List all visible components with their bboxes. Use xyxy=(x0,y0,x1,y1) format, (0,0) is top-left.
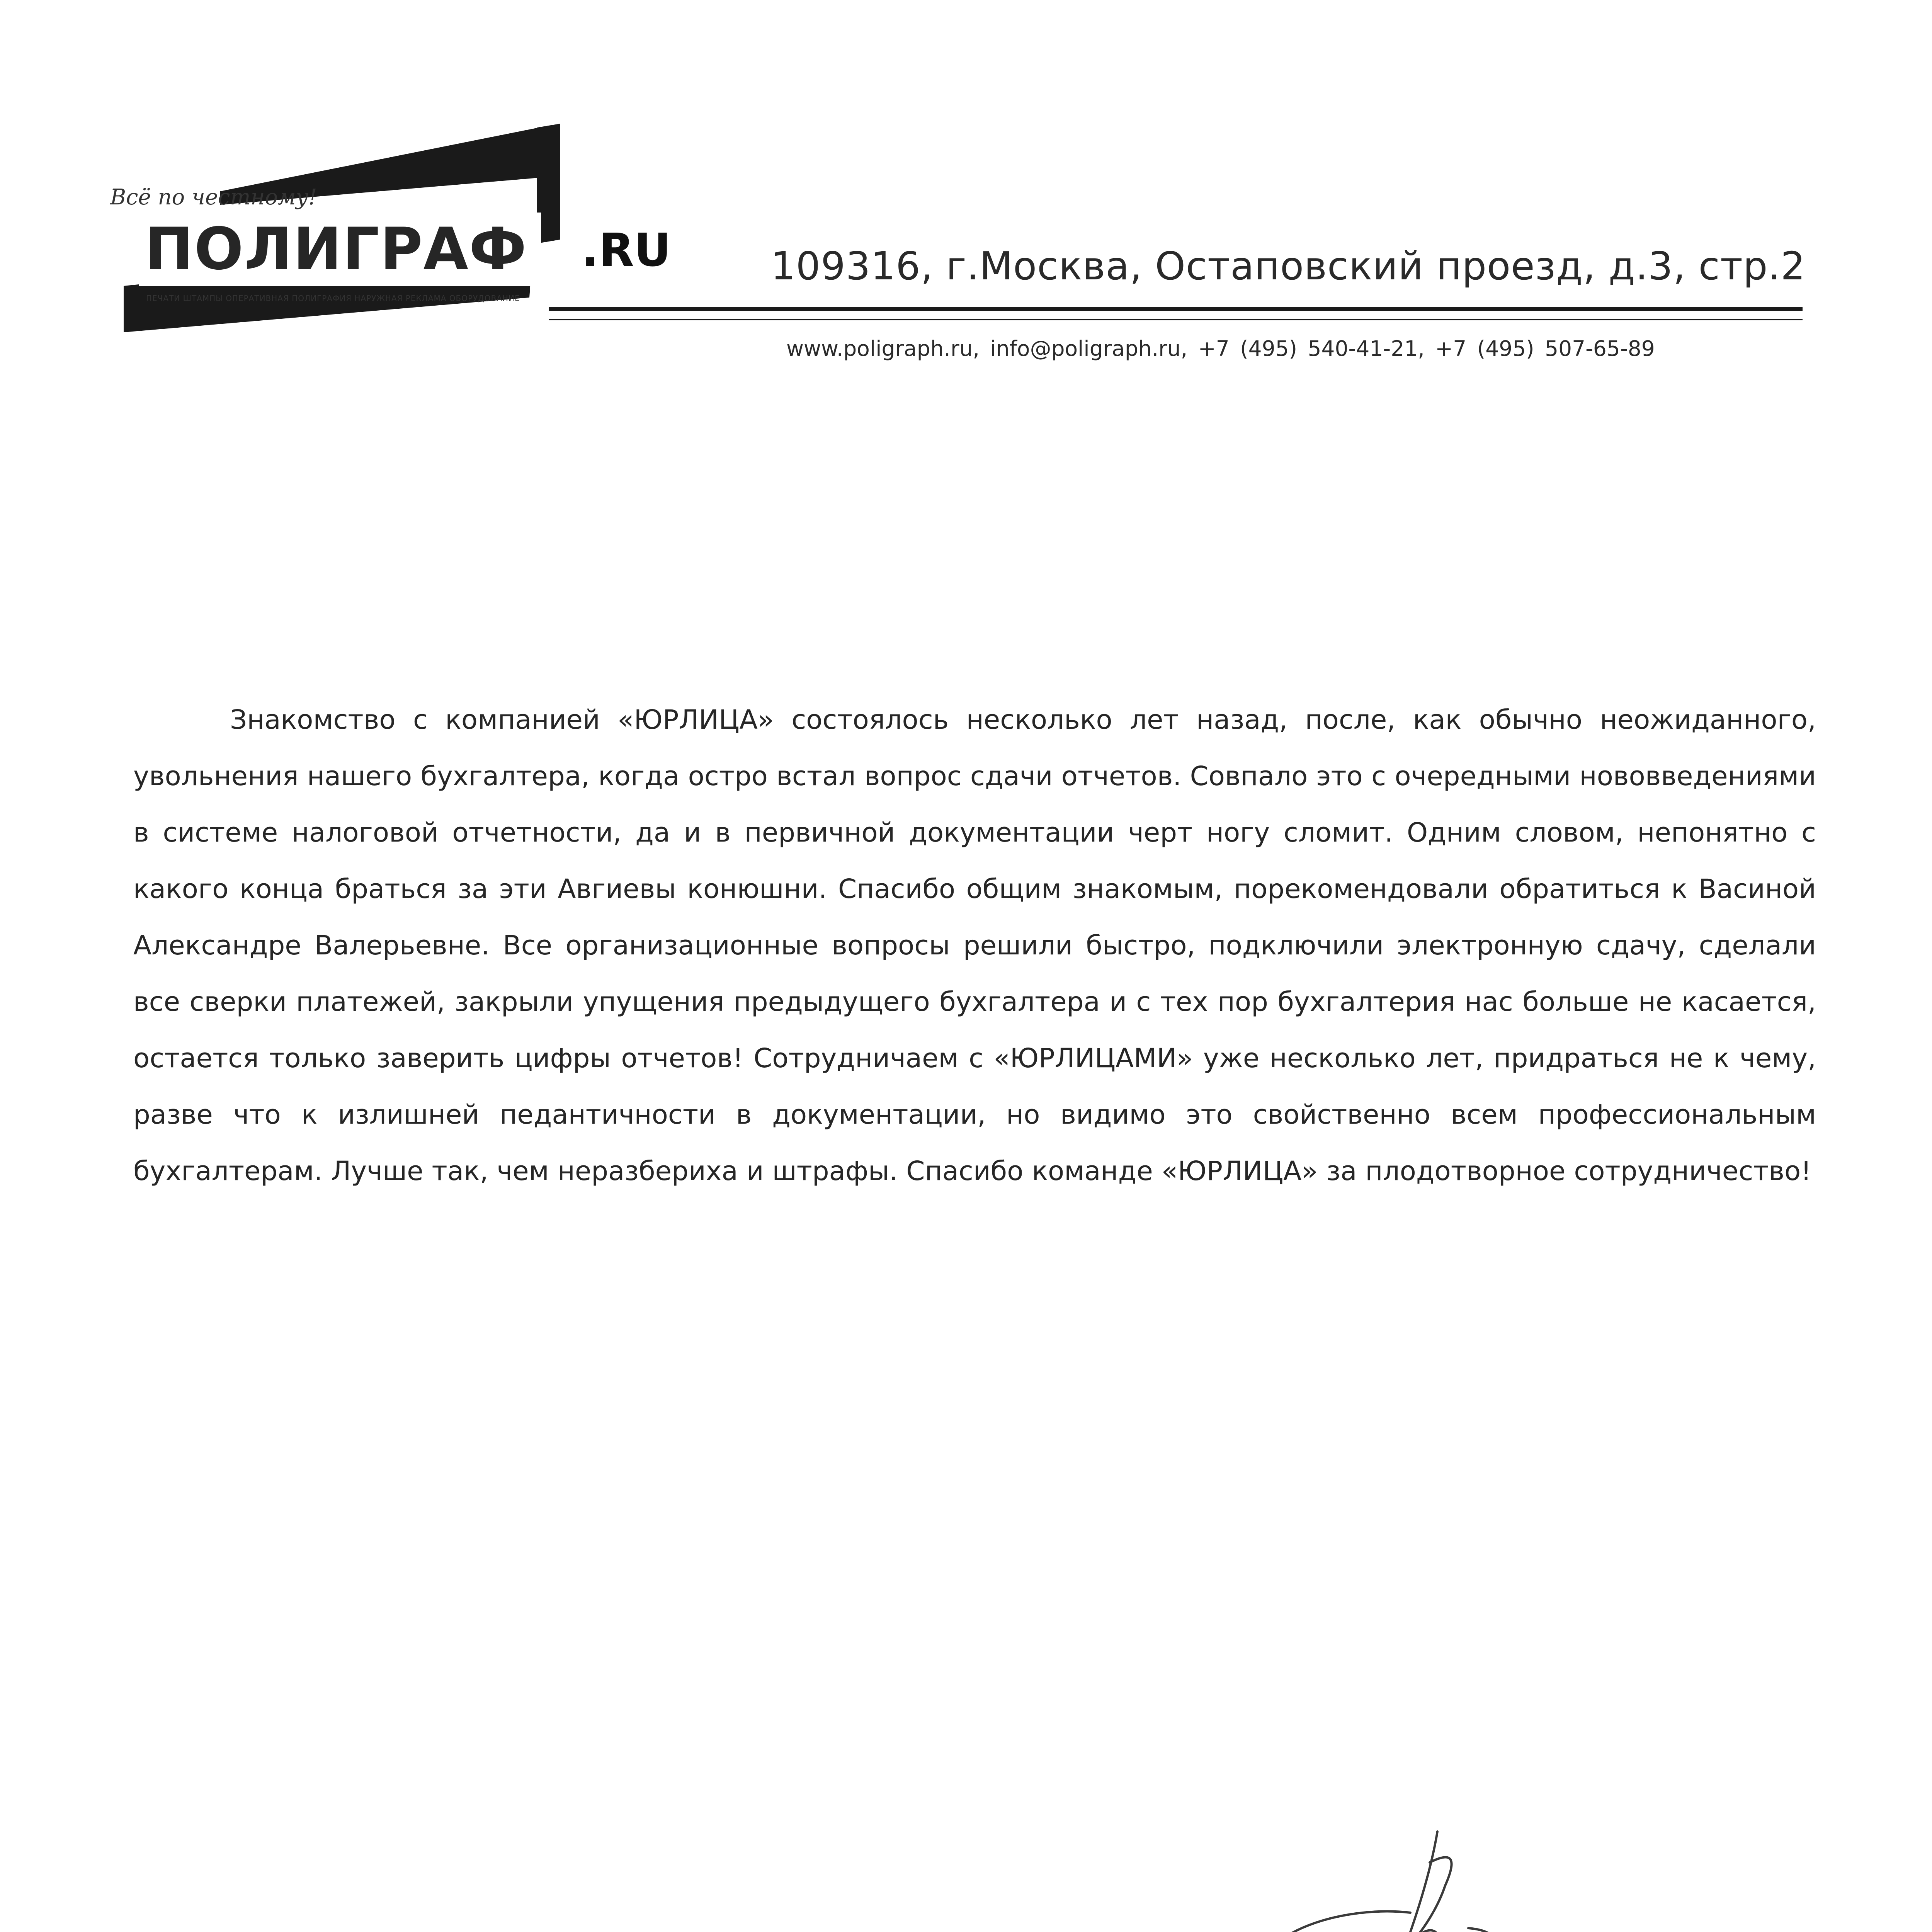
company-address: 109316, г.Москва, Остаповский проезд, д.3, стр.2 xyxy=(771,243,1806,289)
header-rule-thin xyxy=(549,319,1803,320)
company-contacts: www.poligraph.ru, info@poligraph.ru, +7 (495) 540-41-21, +7 (495) 507-65-89 xyxy=(786,336,1655,361)
letter-body: Знакомство с компанией «ЮРЛИЦА» состоялось несколько лет назад, после, как обычно неожиданного, увольнения нашего бухгалтера, когда остро встал вопрос сдачи отчетов. Совпало это с очередными нововведениями в системе налоговой отчетности, да и в первичной документации черт ногу сломит. Одним словом, непонятно с какого конца браться за эти Авгиевы конюшни. Спасибо общим знакомым, порекомендовали обратиться к Васиной Александре Валерьевне. Все организационные вопросы решили быстро, подключили электронную сдачу, сделали все сверки платежей, закрыли упущения предыдущего бухгалтера и с тех пор бухгалтерия нас больше не касается, остается только заверить цифры отчетов! Сотрудничаем с «ЮРЛИЦАМИ» уже несколько лет, придраться не к чему, разве что к излишней педантичности в документации, но видимо это свойственно всем профессиональным бухгалтерам. Лучше так, чем неразбериха и штрафы. Спасибо команде «ЮРЛИЦА» за плодотворное сотрудничество! xyxy=(133,704,1816,1187)
logo-name: ПОЛИГРАФ xyxy=(145,216,527,283)
header-rule-thick xyxy=(549,307,1803,311)
logo-domain: .RU xyxy=(582,223,671,277)
logo-slogan: Всё по честному! xyxy=(110,185,317,210)
logo-tagline: ПЕЧАТИ ШТАМПЫ ОПЕРАТИВНАЯ ПОЛИГРАФИЯ НАРУЖНАЯ РЕКЛАМА ОБОРУДОВАНИЕ xyxy=(146,294,520,303)
handwritten-signature xyxy=(1229,1816,1561,1932)
